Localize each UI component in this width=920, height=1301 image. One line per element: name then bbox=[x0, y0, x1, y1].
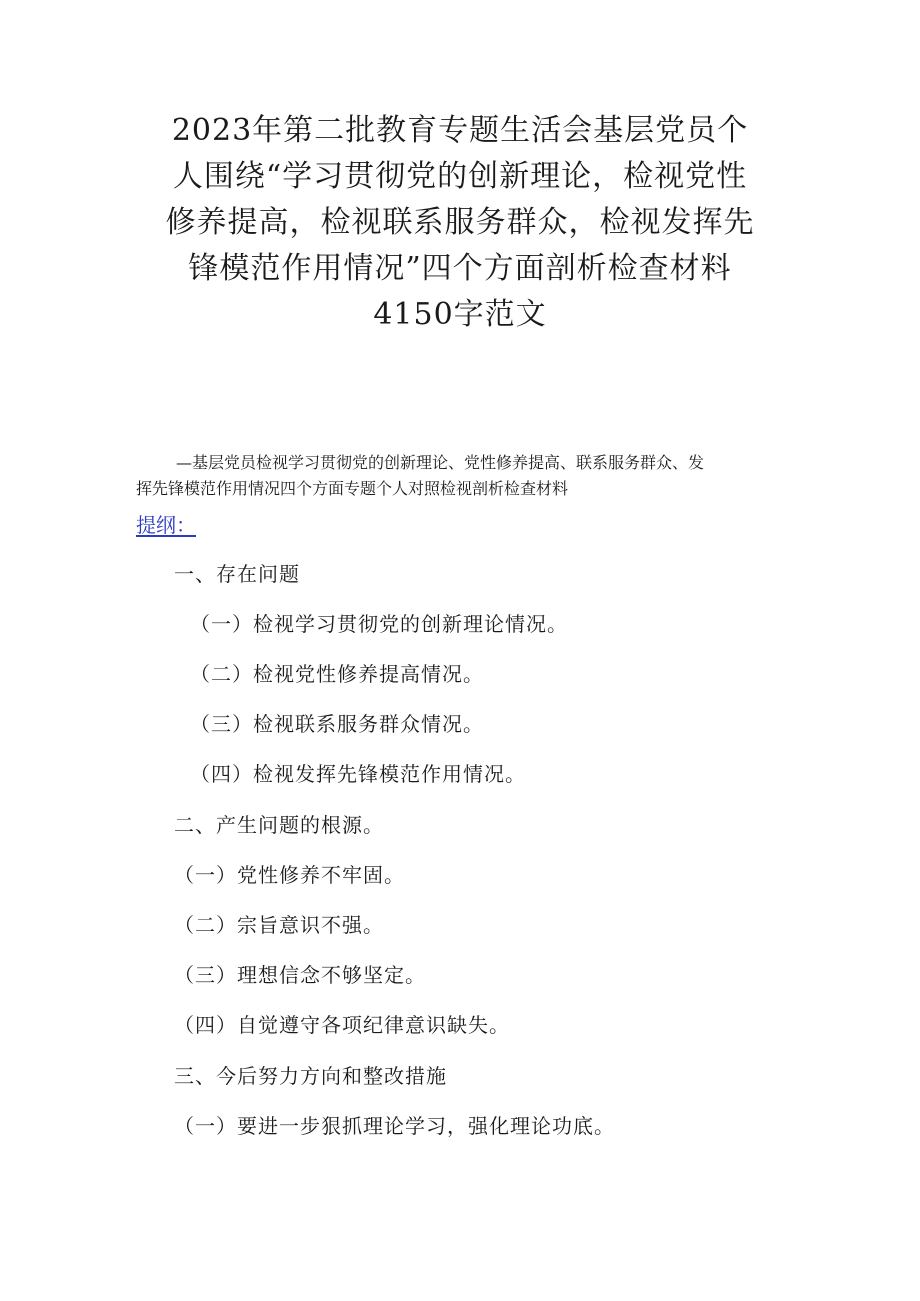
document-subtitle bbox=[136, 450, 792, 502]
title-line: 人围绕“学习贯彻党的创新理论，检视党性 bbox=[172, 159, 748, 194]
outline-item: （二）宗旨意识不强。 bbox=[174, 913, 384, 937]
section-heading: 一、存在问题 bbox=[174, 562, 300, 586]
title-line: 修养提高，检视联系服务群众，检视发挥先 bbox=[165, 205, 755, 240]
outline-item: （四）自觉遵守各项纪律意识缺失。 bbox=[174, 1013, 510, 1037]
subtitle-line: —基层党员检视学习贯彻党的创新理论、党性修养提高、联系服务群众、发 bbox=[176, 453, 705, 472]
outline-item: （四）检视发挥先锋模范作用情况。 bbox=[190, 762, 526, 786]
document-title bbox=[130, 108, 790, 338]
title-line: 锋模范作用情况”四个方面剖析检查材料 bbox=[188, 251, 732, 286]
title-line: 2023年第二批教育专题生活会基层党员个 bbox=[171, 113, 749, 148]
outline-item: （一）党性修养不牢固。 bbox=[174, 863, 405, 887]
title-line: 4150字范文 bbox=[373, 297, 547, 332]
outline-item: （三）理想信念不够坚定。 bbox=[174, 963, 426, 987]
outline-link[interactable]: 提纲： bbox=[136, 513, 196, 537]
outline-item: （一）要进一步狠抓理论学习，强化理论功底。 bbox=[174, 1114, 615, 1138]
subtitle-line: 挥先锋模范作用情况四个方面专题个人对照检视剖析检查材料 bbox=[136, 479, 569, 498]
section-heading: 三、今后努力方向和整改措施 bbox=[174, 1064, 447, 1088]
outline-item: （二）检视党性修养提高情况。 bbox=[190, 662, 484, 686]
outline-item: （三）检视联系服务群众情况。 bbox=[190, 712, 484, 736]
outline-item: （一）检视学习贯彻党的创新理论情况。 bbox=[190, 612, 568, 636]
section-heading: 二、产生问题的根源。 bbox=[174, 813, 384, 837]
